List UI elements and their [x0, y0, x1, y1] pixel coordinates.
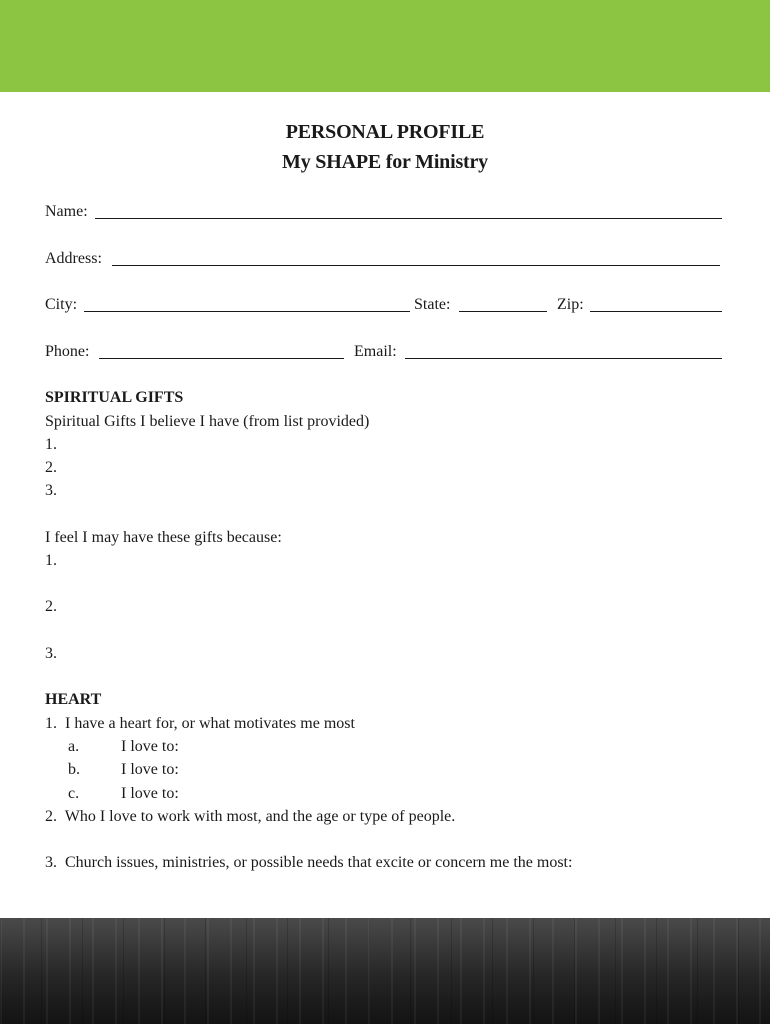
spiritual-gifts-heading: SPIRITUAL GIFTS: [45, 389, 184, 406]
heart-question-1: 1. I have a heart for, or what motivates me most: [45, 715, 355, 732]
heart-sub-marker: c.: [68, 785, 80, 802]
gift-item: 3.: [45, 482, 57, 499]
page-title: PERSONAL PROFILE: [285, 121, 485, 143]
heart-sub-text: I love to:: [121, 785, 179, 802]
state-label: State:: [414, 296, 451, 313]
bottom-wood-band: [0, 918, 770, 1024]
phone-field[interactable]: [99, 358, 344, 359]
heart-question-3: 3. Church issues, ministries, or possible needs that excite or concern me the most:: [45, 854, 573, 871]
city-field[interactable]: [84, 311, 410, 312]
address-field[interactable]: [112, 265, 720, 266]
gifts-because-prompt: I feel I may have these gifts because:: [45, 529, 282, 546]
heart-heading: HEART: [45, 691, 102, 708]
phone-label: Phone:: [45, 343, 90, 360]
zip-label: Zip:: [557, 296, 584, 313]
heart-sub-marker: b.: [68, 761, 80, 778]
state-field[interactable]: [459, 311, 547, 312]
zip-field[interactable]: [590, 311, 722, 312]
city-label: City:: [45, 296, 78, 313]
heart-question-2: 2. Who I love to work with most, and the age or type of people.: [45, 808, 456, 825]
heart-sub-marker: a.: [68, 738, 80, 755]
spiritual-gifts-prompt: Spiritual Gifts I believe I have (from list provided): [45, 413, 370, 430]
heart-sub-text: I love to:: [121, 738, 179, 755]
because-item: 3.: [45, 645, 57, 662]
because-item: 1.: [45, 552, 57, 569]
gift-item: 1.: [45, 436, 57, 453]
address-label: Address:: [45, 250, 102, 267]
name-field[interactable]: [95, 218, 722, 219]
because-item: 2.: [45, 598, 57, 615]
heart-sub-text: I love to:: [121, 761, 179, 778]
email-label: Email:: [354, 343, 397, 360]
gift-item: 2.: [45, 459, 57, 476]
top-green-band: [0, 0, 770, 92]
name-label: Name:: [45, 203, 88, 220]
page-subtitle: My SHAPE for Ministry: [282, 151, 488, 173]
email-field[interactable]: [405, 358, 722, 359]
